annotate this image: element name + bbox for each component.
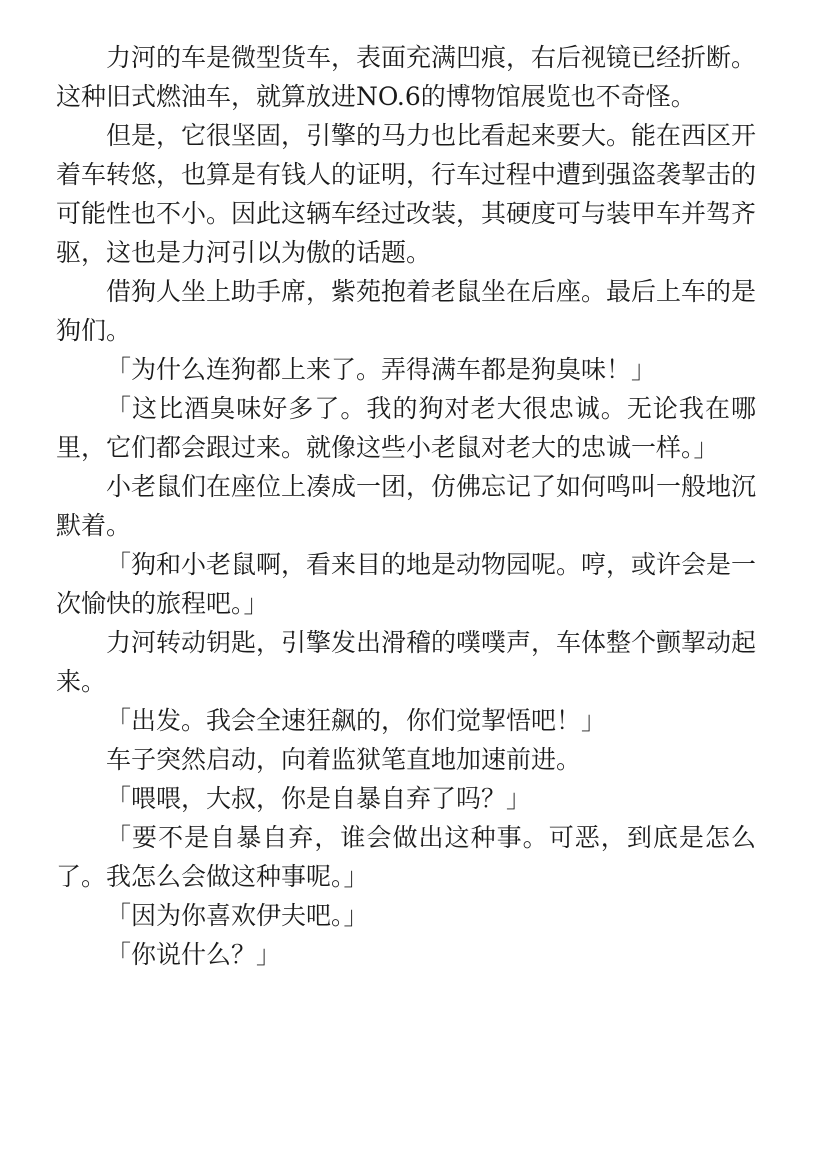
dialogue-line: 「为什么连狗都上来了。弄得满车都是狗臭味！」 (106, 355, 657, 384)
paragraph: 力河的车是微型货车，表面充满凹痕，右后视镜已经折断。这种旧式燃油车，就算放进NO.6的博物馆展览也不奇怪。 (56, 43, 757, 111)
paragraph: 力河转动钥匙，引擎发出滑稽的噗噗声，车体整个颤挈动起来。 (56, 628, 757, 696)
dialogue-line: 「因为你喜欢伊夫吧。」 (106, 901, 369, 930)
text-page (56, 38, 756, 974)
dialogue-line: 「要不是自暴自弃，谁会做出这种事。可恶，到底是怎么了。我怎么会做这种事呢。」 (56, 823, 756, 891)
dialogue-line: 「狗和小老鼠啊，看来目的地是动物园呢。哼，或许会是一次愉快的旅程吧。」 (56, 550, 757, 618)
dialogue-line: 「出发。我会全速狂飙的，你们觉挈悟吧！」 (106, 706, 607, 735)
paragraph: 小老鼠们在座位上凑成一团，仿佛忘记了如何鸣叫一般地沉默着。 (56, 472, 757, 540)
paragraph: 但是，它很坚固，引擎的马力也比看起来要大。能在西区开着车转悠，也算是有钱人的证明，行车过程中遭到强盗袭挈击的可能性也不小。因此这辆车经过改装，其硬度可与装甲车并驾齐驱，这也是力河引以为傲的话题。 (56, 121, 757, 267)
dialogue-line: 「喂喂，大叔，你是自暴自弃了吗？」 (106, 784, 532, 813)
paragraph: 借狗人坐上助手席，紫苑抱着老鼠坐在后座。最后上车的是狗们。 (56, 277, 757, 345)
paragraph: 车子突然启动，向着监狱笔直地加速前进。 (106, 745, 582, 774)
dialogue-line: 「你说什么？」 (106, 940, 282, 969)
dialogue-line: 「这比酒臭味好多了。我的狗对老大很忠诚。无论我在哪里，它们都会跟过来。就像这些小老鼠对老大的忠诚一样。」 (56, 394, 756, 462)
